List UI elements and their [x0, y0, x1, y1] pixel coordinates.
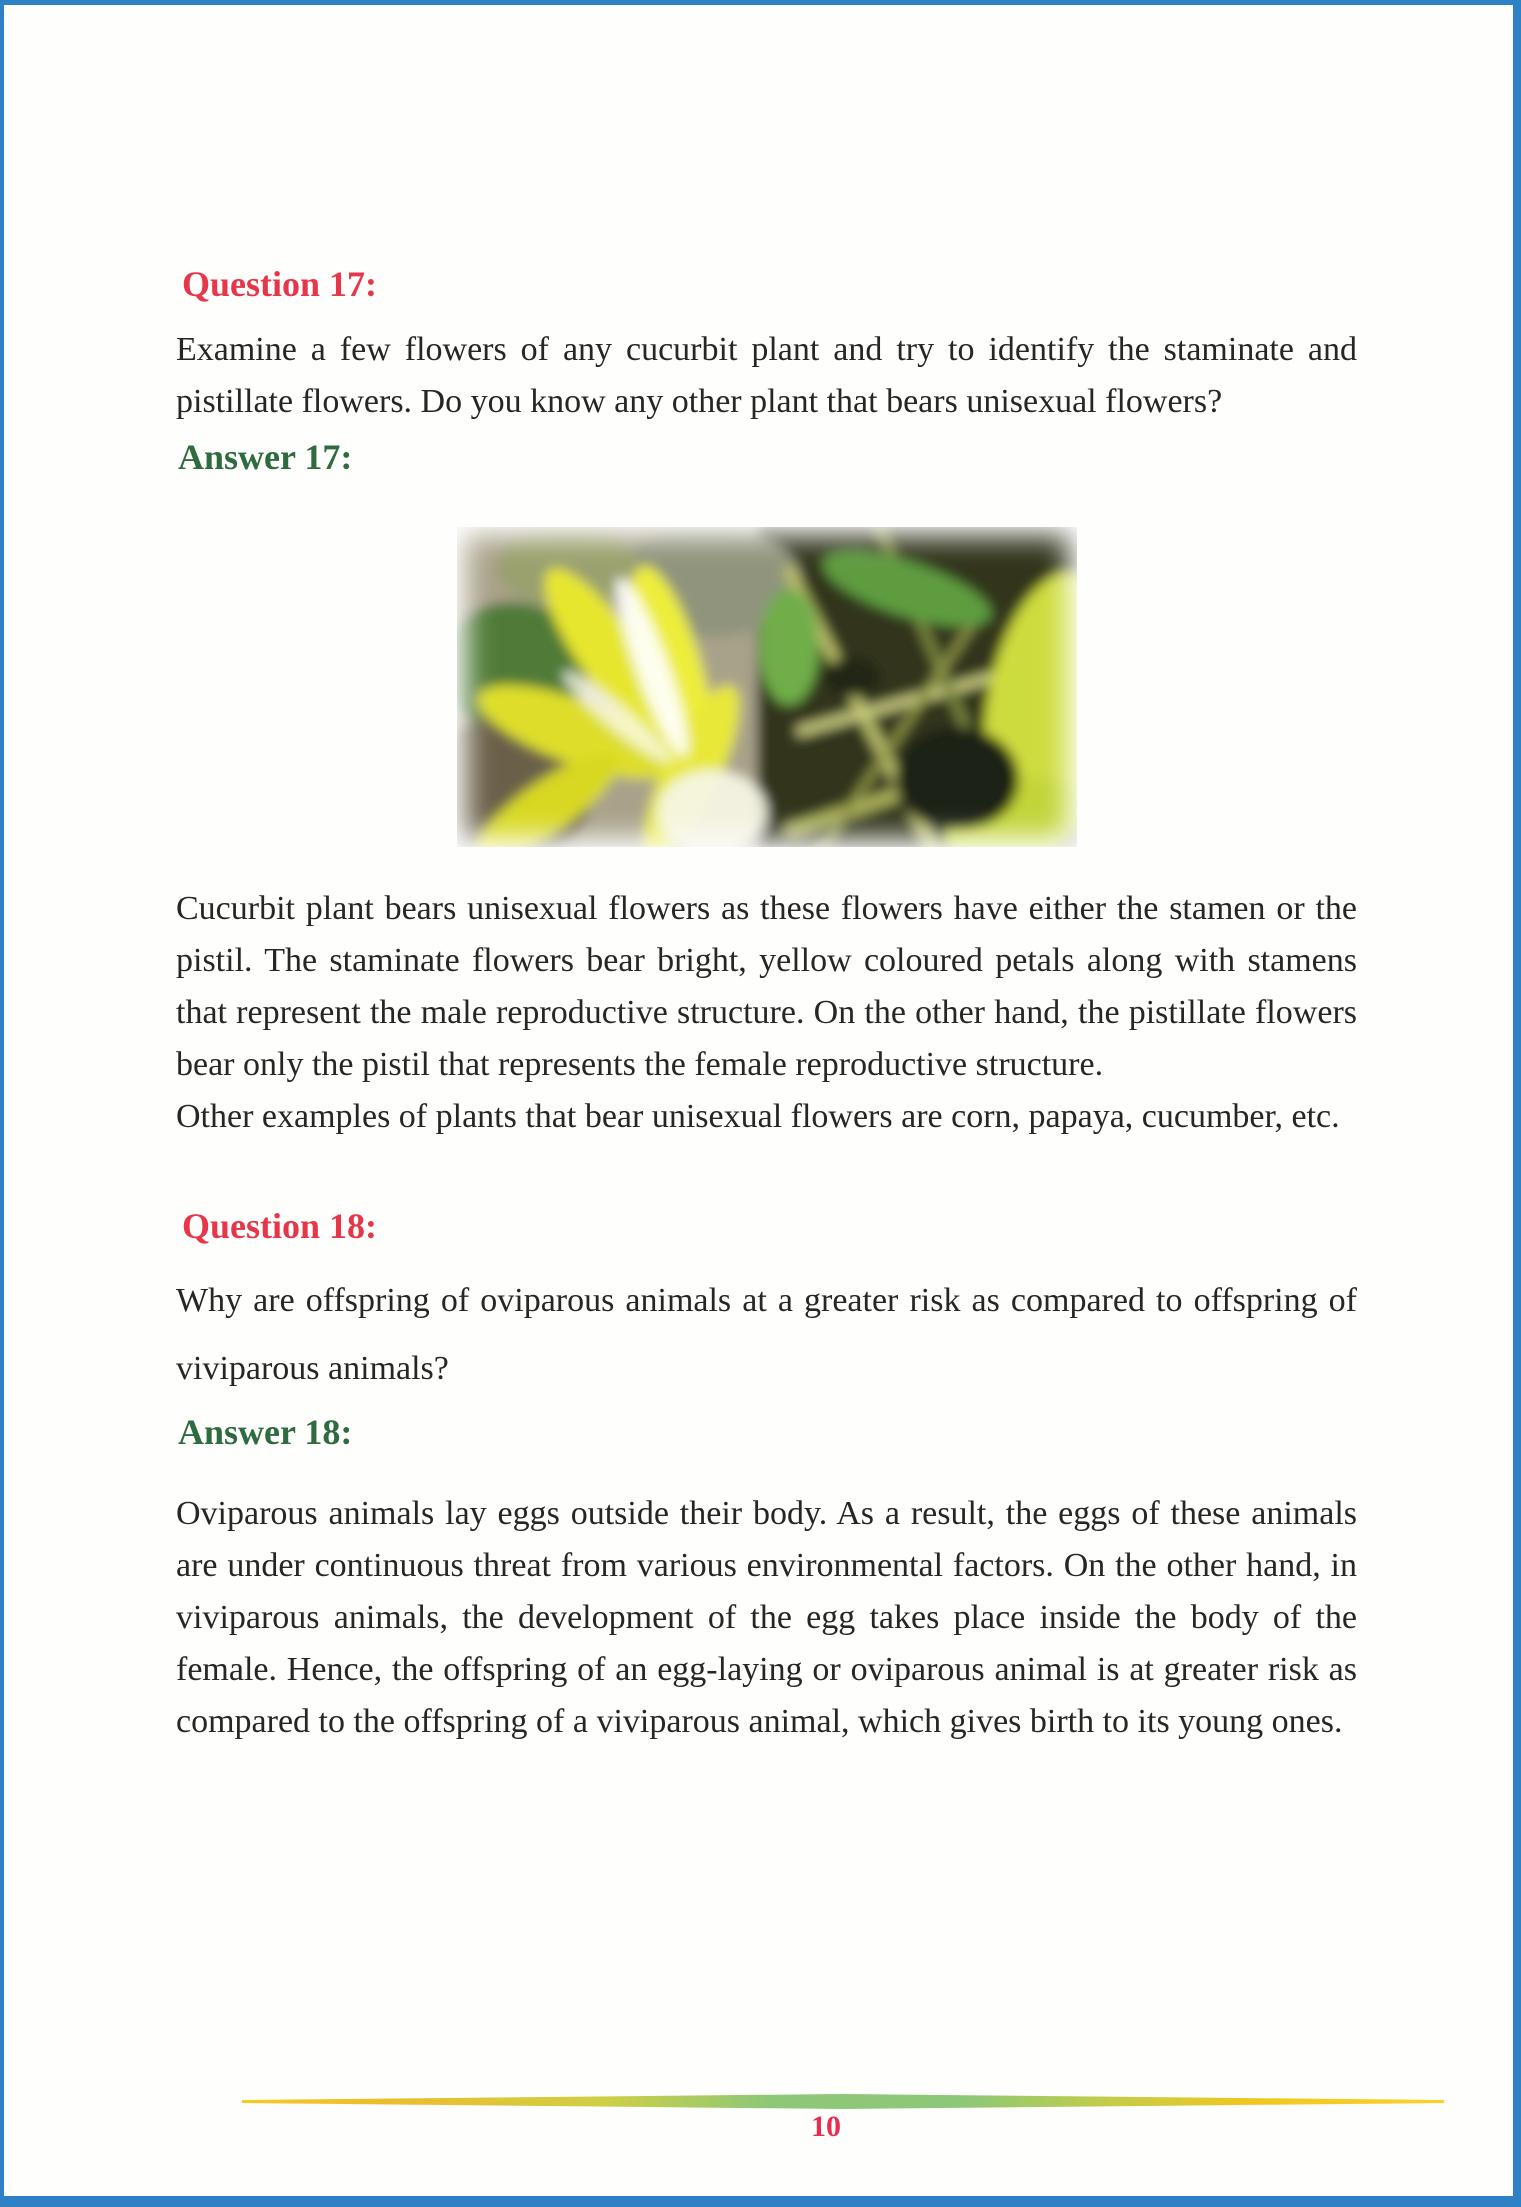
page-number: 10 — [811, 2110, 841, 2143]
footer-decorative-line — [242, 2094, 1444, 2109]
answer-17-heading: Answer 17: — [178, 437, 353, 478]
answer-18-paragraph-1: Oviparous animals lay eggs outside their body. As a result, the eggs of these animals are under continuous threat from various environmental factors. On the other hand, in viviparous animals, the development of the egg takes place inside the body of the female. Hence, the offspring of an egg-laying or oviparous animal is at greater risk as compared to the offspring of a viviparous animal, which gives birth to its young ones. — [176, 1494, 1357, 1740]
page-content — [4, 5, 1513, 1748]
question-18-text: Why are offspring of oviparous animals at a greater risk as compared to offspring of viviparous animals? — [176, 1281, 1357, 1387]
section-question-17 — [176, 263, 1357, 1143]
section-question-18 — [176, 1205, 1357, 1747]
question-17-text: Examine a few flowers of any cucurbit plant and try to identify the staminate and pistillate flowers. Do you know any other plant that bears unisexual flowers? — [176, 331, 1357, 421]
question-18-heading: Question 18: — [182, 1206, 378, 1247]
answer-17-paragraph-2: Other examples of plants that bear unisexual flowers are corn, papaya, cucumber, etc. — [176, 1098, 1340, 1136]
answer-18-heading: Answer 18: — [178, 1411, 353, 1452]
answer-17-paragraph-1: Cucurbit plant bears unisexual flowers as these flowers have either the stamen or the pistil. The staminate flowers bear bright, yellow coloured petals along with stamens that represent the male reproductive structure. On the other hand, the pistillate flowers bear only the pistil that represents the female reproductive structure. — [176, 890, 1357, 1084]
question-17-heading: Question 17: — [182, 264, 378, 304]
cucurbit-flower-image — [457, 527, 1077, 847]
